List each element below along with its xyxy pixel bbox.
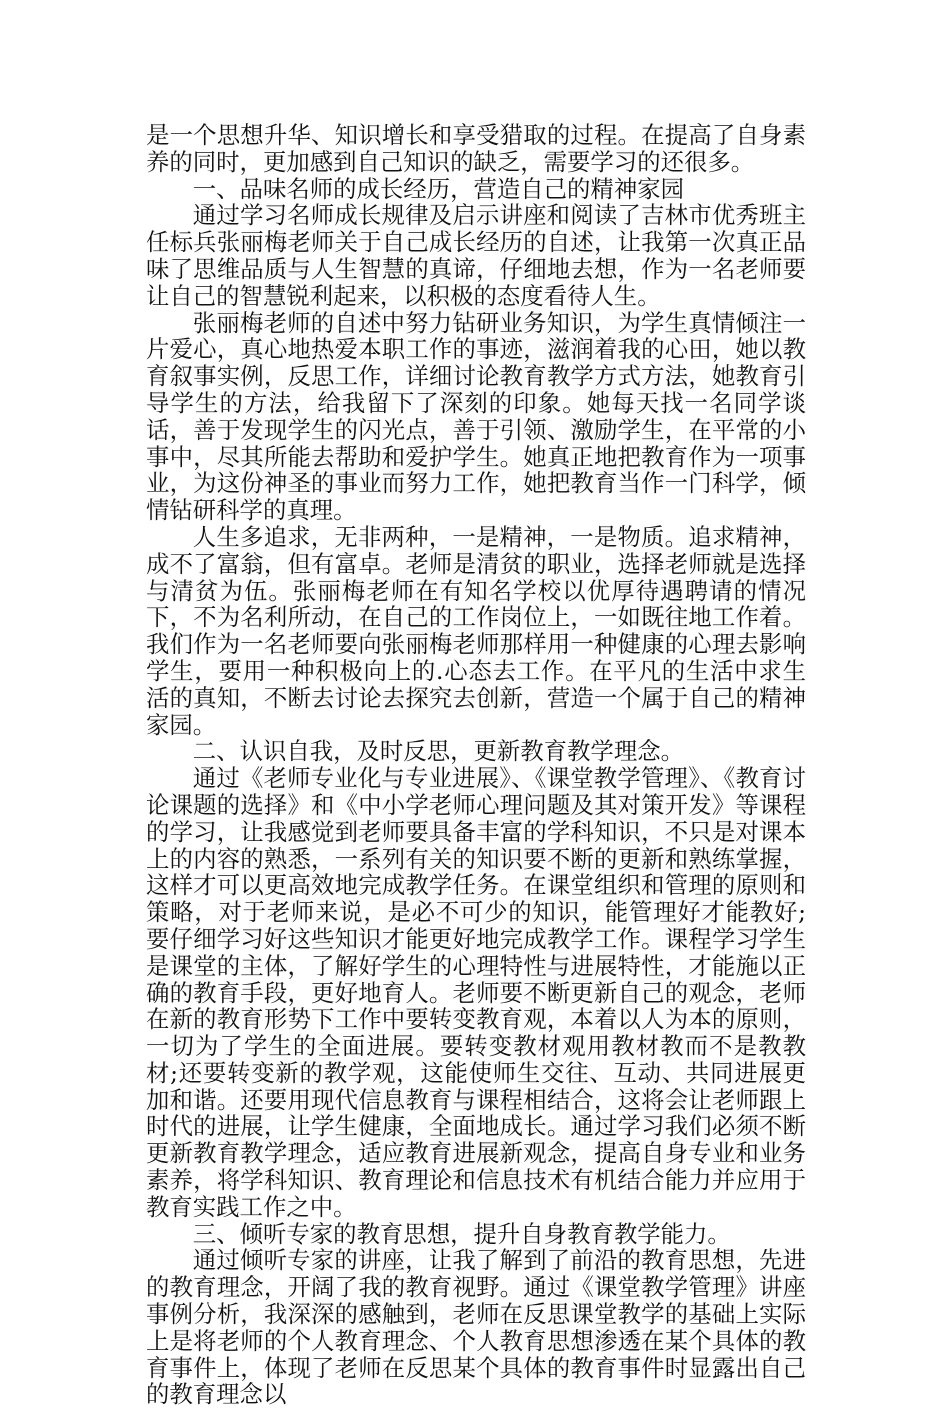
paragraph-1: 通过学习名师成长规律及启示讲座和阅读了吉林市优秀班主任标兵张丽梅老师关于自己成长经历的自述，让我第一次真正品味了思维品质与人生智慧的真谛，仔细地去想，作为一名老师要让自己的智慧锐利起来，以积极的态度看待人生。 [146, 201, 806, 310]
paragraph-5: 通过倾听专家的讲座，让我了解到了前沿的教育思想，先进的教育理念，开阔了我的教育视野。通过《课堂教学管理》讲座事例分析，我深深的感触到，老师在反思课堂教学的基础上实际上是将老师的个人教育理念、个人教育思想渗透在某个具体的教育事件上，体现了老师在反思某个具体的教育事件时显露出自己的教育理念以 [146, 1246, 806, 1408]
heading-section-1: 一、品味名师的成长经历，营造自己的精神家园 [192, 174, 684, 203]
heading-section-2: 二、认识自我，及时反思，更新教育教学理念。 [192, 737, 684, 766]
heading-section-3: 三、倾听专家的教育思想，提升自身教育教学能力。 [192, 1219, 731, 1248]
paragraph-4: 通过《老师专业化与专业进展》、《课堂教学管理》、《教育讨论课题的选择》和《中小学老师心理问题及其对策开发》等课程的学习，让我感觉到老师要具备丰富的学科知识，不只是对课本上的内容的熟悉，一系列有关的知识要不断的更新和熟练掌握，这样才可以更高效地完成教学任务。在课堂组织和管理的原则和策略，对于老师来说，是必不可少的知识，能管理好才能教好;要仔细学习好这些知识才能更好地完成教学工作。课程学习学生是课堂的主体，了解好学生的心理特性与进展特性，才能施以正确的教育手段，更好地育人。老师要不断更新自己的观念，老师在新的教育形势下工作中要转变教育观，本着以人为本的原则，一切为了学生的全面进展。要转变教材观用教材教而不是教教材;还要转变新的教学观，这能使师生交往、互动、共同进展更加和谐。还要用现代信息教育与课程相结合，这将会让老师跟上时代的进展，让学生健康，全面地成长。通过学习我们必须不断更新教育教学理念，适应教育进展新观念，提高自身专业和业务素养，将学科知识、教育理论和信息技术有机结合能力并应用于教育实践工作之中。 [146, 764, 806, 1221]
paragraph-2: 张丽梅老师的自述中努力钻研业务知识，为学生真情倾注一片爱心，真心地热爱本职工作的事迹，滋润着我的心田，她以教育叙事实例，反思工作，详细讨论教育教学方式方法，她教育引导学生的方法，给我留下了深刻的印象。她每天找一名同学谈话，善于发现学生的闪光点，善于引领、激励学生，在平常的小事中，尽其所能去帮助和爱护学生。她真正地把教育作为一项事业，为这份神圣的事业而努力工作，她把教育当作一门科学，倾情钻研科学的真理。 [146, 308, 806, 525]
paragraph-intro: 是一个思想升华、知识增长和享受猎取的过程。在提高了自身素养的同时，更加感到自己知识的缺乏，需要学习的还很多。 [146, 121, 806, 176]
paragraph-3: 人生多追求，无非两种，一是精神，一是物质。追求精神，成不了富翁，但有富卓。老师是清贫的职业，选择老师就是选择与清贫为伍。张丽梅老师在有知名学校以优厚待遇聘请的情况下，不为名利所动，在自己的工作岗位上，一如既往地工作着。我们作为一名老师要向张丽梅老师那样用一种健康的心理去影响学生，要用一种积极向上的.心态去工作。在平凡的生活中求生活的真知，不断去讨论去探究去创新，营造一个属于自己的精神家园。 [146, 522, 806, 739]
document-page [146, 122, 806, 1408]
